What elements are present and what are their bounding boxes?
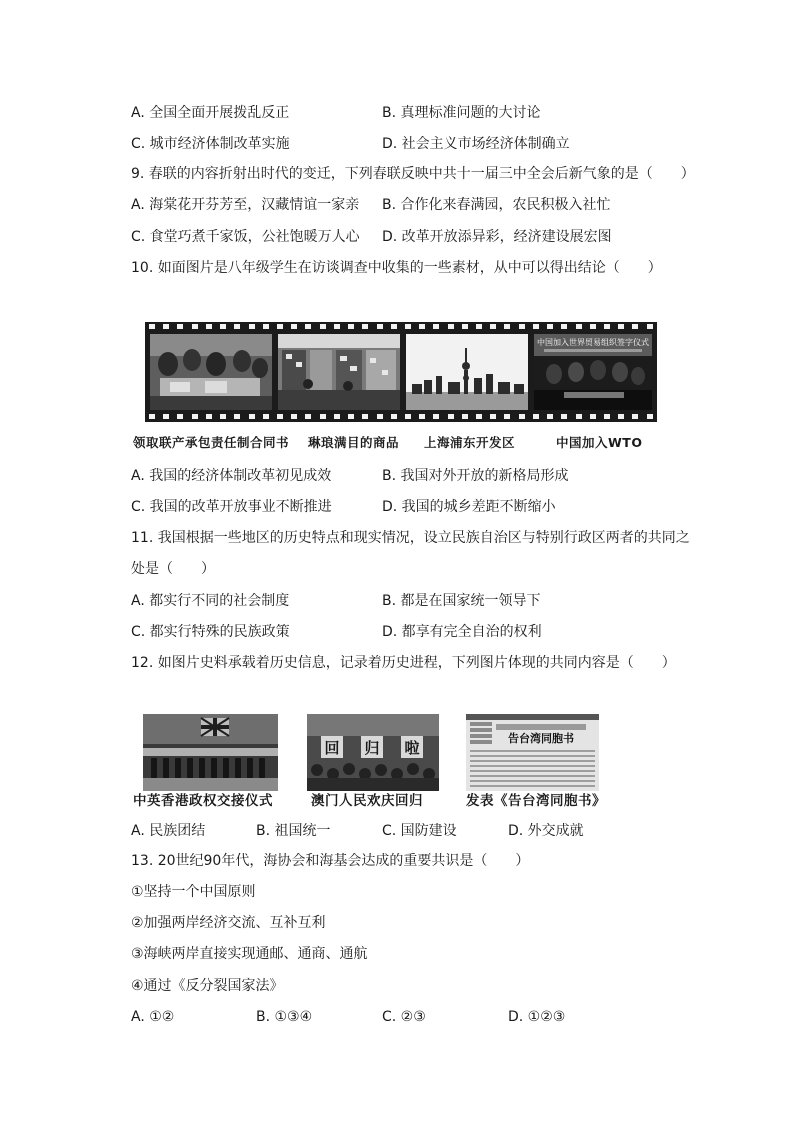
q11-stem-line2: 处是（ ） [131, 561, 215, 577]
q9-option-c: C. 食堂巧煮千家饭，公社饱暖万人心 [131, 229, 360, 245]
q13-item-3: ③海峡两岸直接实现通邮、通商、通航 [131, 946, 368, 962]
q10-option-d: D. 我国的城乡差距不断缩小 [382, 499, 556, 515]
photo-contract-signing [150, 334, 272, 410]
photo-wto-signing [534, 334, 652, 410]
q13-option-c: C. ②③ [382, 1009, 426, 1025]
q13-item-1: ①坚持一个中国原则 [131, 884, 256, 900]
q12-stem: 12. 如图片史料承载着历史信息，记录着历史进程，下列图片体现的共同内容是（ ） [131, 655, 676, 671]
caption-shop-goods: 琳琅满目的商品 [308, 435, 400, 450]
q13-stem: 13. 20世纪90年代，海协会和海基会达成的重要共识是（ ） [131, 853, 530, 869]
photo-hk-handover [143, 714, 278, 791]
caption-wto: 中国加入WTO [556, 435, 643, 450]
caption-hk-handover: 中英香港政权交接仪式 [133, 793, 273, 809]
q11-option-d: D. 都享有完全自治的权利 [382, 624, 542, 640]
q12-option-b: B. 祖国统一 [256, 823, 331, 839]
q11-option-b: B. 都是在国家统一领导下 [382, 593, 541, 609]
q12-option-c: C. 国防建设 [382, 823, 457, 839]
film-holes-bottom [145, 413, 657, 421]
wto-banner-text: 中国加入世界贸易组织签字仪式 [537, 338, 649, 347]
q10-option-a: A. 我国的经济体制改革初见成效 [131, 468, 332, 484]
film-holes-top [145, 323, 657, 331]
q9-option-d: D. 改革开放添异彩，经济建设展宏图 [382, 229, 612, 245]
banner-char-1: 回 [324, 739, 340, 757]
q9-option-b: B. 合作化来春满园，农民积极入社忙 [382, 197, 611, 213]
q11-stem-line1: 11. 我国根据一些地区的历史特点和现实情况，设立民族自治区与特别行政区两者的共同之 [131, 530, 690, 546]
q10-film-strip [145, 322, 657, 422]
q12-option-a: A. 民族团结 [131, 823, 206, 839]
caption-contract-signing: 领取联产承包责任制合同书 [133, 435, 290, 450]
q13-option-a: A. ①② [131, 1009, 175, 1025]
q9-stem: 9. 春联的内容折射出时代的变迁，下列春联反映中共十一届三中全会后新气象的是（ ） [131, 166, 695, 182]
caption-pudong: 上海浦东开发区 [424, 435, 516, 450]
photo-macau-celebration [307, 714, 439, 791]
photo-pudong-skyline [406, 334, 528, 410]
caption-macau: 澳门人民欢庆回归 [311, 793, 423, 809]
caption-newspaper: 发表《告台湾同胞书》 [466, 793, 606, 809]
q13-item-4: ④通过《反分裂国家法》 [131, 978, 284, 994]
q10-option-c: C. 我国的改革开放事业不断推进 [131, 499, 332, 515]
q13-option-d: D. ①②③ [508, 1009, 566, 1025]
q11-option-a: A. 都实行不同的社会制度 [131, 593, 290, 609]
q8-option-b: B. 真理标准问题的大讨论 [382, 105, 541, 121]
q13-option-b: B. ①③④ [256, 1009, 313, 1025]
q10-stem: 10. 如面图片是八年级学生在访谈调查中收集的一些素材，从中可以得出结论（ ） [131, 260, 662, 276]
q8-option-d: D. 社会主义市场经济体制确立 [382, 136, 570, 152]
q12-option-d: D. 外交成就 [508, 823, 584, 839]
q13-item-2: ②加强两岸经济交流、互补互利 [131, 915, 326, 931]
q9-option-a: A. 海棠花开芬芳至，汉藏情谊一家亲 [131, 197, 360, 213]
newspaper-title: 告台湾同胞书 [508, 732, 574, 745]
q8-option-c: C. 城市经济体制改革实施 [131, 136, 290, 152]
photo-shop-goods [278, 334, 400, 410]
photo-newspaper [466, 714, 599, 791]
q10-option-b: B. 我国对外开放的新格局形成 [382, 468, 569, 484]
banner-char-2: 归 [364, 739, 380, 757]
q8-option-a: A. 全国全面开展拨乱反正 [131, 105, 290, 121]
banner-char-3: 啦 [404, 739, 420, 757]
q11-option-c: C. 都实行特殊的民族政策 [131, 624, 290, 640]
